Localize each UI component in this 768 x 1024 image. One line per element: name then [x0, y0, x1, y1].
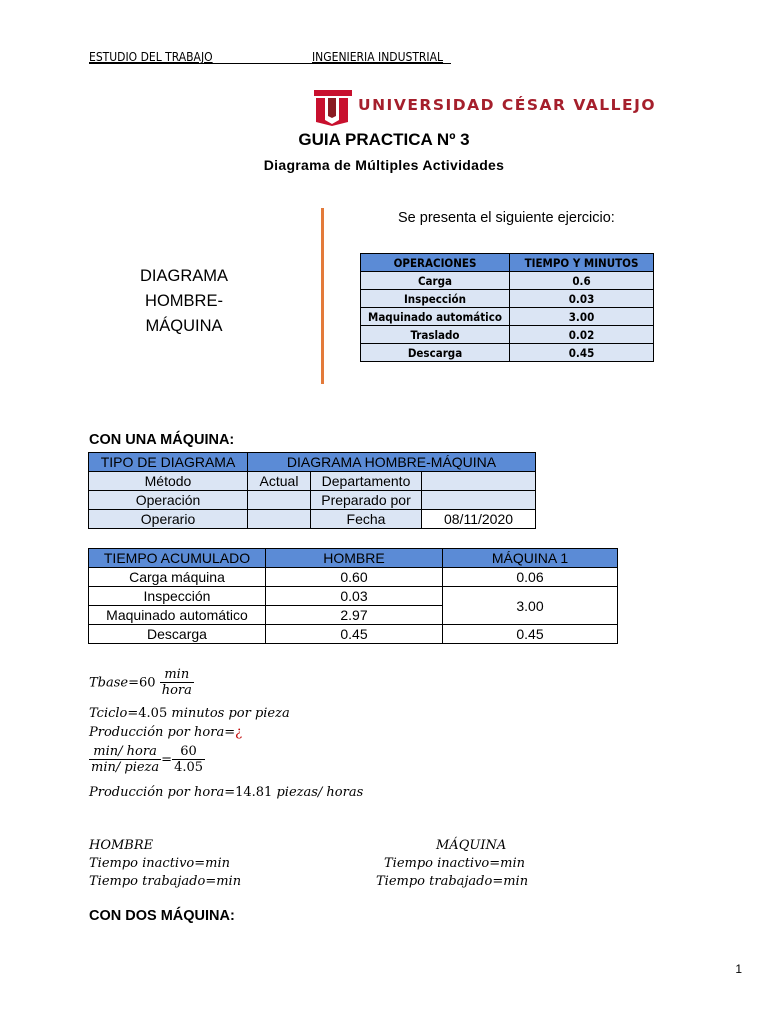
- section-heading-two-machines: CON DOS MÁQUINA:: [89, 908, 235, 924]
- formula-text: 60: [139, 675, 156, 691]
- header-underline: [89, 63, 451, 64]
- table-cell: 0.03: [266, 587, 443, 606]
- formula-text: Tiempo trabajado: [376, 874, 493, 889]
- table-cell: 0.03: [510, 290, 654, 308]
- formula-production-result: Producción por hora=14.81 piezas/ horas: [89, 785, 364, 800]
- table-row: [89, 568, 618, 587]
- table-row: [89, 587, 618, 606]
- table-cell: Fecha: [311, 510, 422, 529]
- table-cell: 0.02: [510, 326, 654, 344]
- formula-text: 4.05: [138, 706, 168, 721]
- table-cell: 3.00: [510, 308, 654, 326]
- formula-text: Tiempo trabajado: [89, 874, 206, 889]
- table-cell: DIAGRAMA HOMBRE-MÁQUINA: [248, 453, 536, 472]
- page-title: GUIA PRACTICA Nº 3: [298, 130, 470, 149]
- side-title-line: MÁQUINA: [145, 317, 223, 335]
- table-cell: TIPO DE DIAGRAMA: [89, 453, 248, 472]
- diagram-info-table: [88, 452, 536, 529]
- table-cell: Operación: [89, 491, 248, 510]
- fraction-denominator: hora: [161, 683, 192, 698]
- table-header: TIEMPO Y MINUTOS: [510, 254, 654, 272]
- table-row: [361, 344, 654, 362]
- table-header: TIEMPO ACUMULADO: [89, 549, 266, 568]
- table-cell: Departamento: [311, 472, 422, 491]
- formula-tciclo: Tciclo=4.05 minutos por pieza: [89, 706, 290, 721]
- formula-text: piezas/ horas: [276, 785, 364, 800]
- table-cell: [422, 472, 536, 491]
- table-cell: Inspección: [361, 290, 510, 308]
- maquina-idle: Tiempo inactivo=min: [384, 856, 526, 871]
- formula-text: min: [503, 874, 529, 889]
- header-course: ESTUDIO DEL TRABAJO: [89, 50, 213, 64]
- table-cell: Actual: [248, 472, 311, 491]
- table-header: MÁQUINA 1: [443, 549, 618, 568]
- hombre-label: HOMBRE: [89, 838, 154, 853]
- table-row: [89, 510, 536, 529]
- table-cell: Método: [89, 472, 248, 491]
- intro-text: Se presenta el siguiente ejercicio:: [398, 210, 615, 226]
- table-row: [361, 308, 654, 326]
- table-cell: [422, 491, 536, 510]
- table-row: [89, 625, 618, 644]
- formula-text: Producción por hora: [89, 785, 225, 800]
- formula-text: min: [205, 856, 231, 871]
- section-heading-one-machine: CON UNA MÁQUINA:: [89, 432, 235, 448]
- formula-text: Producción por hora: [89, 725, 225, 740]
- table-cell: Carga máquina: [89, 568, 266, 587]
- formula-text: 14.81: [235, 785, 273, 800]
- table-cell: 08/11/2020: [422, 510, 536, 529]
- formula-red-mark: ¿: [235, 725, 243, 740]
- table-cell: 0.60: [266, 568, 443, 587]
- table-cell: 0.45: [510, 344, 654, 362]
- table-cell: 0.06: [443, 568, 618, 587]
- table-cell: Maquinado automático: [89, 606, 266, 625]
- table-cell: [248, 510, 311, 529]
- side-title: [100, 264, 268, 339]
- fraction-numerator: 60: [172, 744, 205, 760]
- formula-text: min: [500, 856, 526, 871]
- table-row: [361, 326, 654, 344]
- hombre-idle: Tiempo inactivo=min: [89, 856, 231, 871]
- side-title-line: HOMBRE-: [145, 292, 223, 310]
- table-header: OPERACIONES: [361, 254, 510, 272]
- header-career: INGENIERIA INDUSTRIAL: [312, 50, 444, 64]
- maquina-worked: Tiempo trabajado=min: [376, 874, 529, 889]
- table-cell: [248, 491, 311, 510]
- fraction-numerator: min: [160, 667, 194, 683]
- table-cell: Descarga: [361, 344, 510, 362]
- table-header-row: [89, 549, 618, 568]
- formula-text: min: [216, 874, 242, 889]
- formula-tbase: Tbase=60 $\frac{\min}{\text{hora}}$: [89, 667, 192, 698]
- table-cell: Preparado por: [311, 491, 422, 510]
- maquina-label: MÁQUINA: [436, 838, 507, 853]
- table-header: HOMBRE: [266, 549, 443, 568]
- fraction: [172, 744, 205, 776]
- fraction-denominator: min/ pieza: [91, 760, 160, 775]
- table-cell: Maquinado automático: [361, 308, 510, 326]
- table-cell: 0.6: [510, 272, 654, 290]
- table-cell: 0.45: [266, 625, 443, 644]
- accumulated-time-table: [88, 548, 618, 644]
- table-row: [361, 272, 654, 290]
- fraction: [160, 667, 194, 699]
- table-cell: 0.45: [443, 625, 618, 644]
- fraction-numerator: min/ hora: [89, 744, 161, 760]
- table-row: [89, 491, 536, 510]
- formula-text: Tiempo inactivo: [384, 856, 490, 871]
- table-row: [89, 453, 536, 472]
- table-cell: 2.97: [266, 606, 443, 625]
- table-cell: 3.00: [443, 587, 618, 625]
- formula-production-question: Producción por hora=¿: [89, 725, 243, 740]
- fraction: [89, 744, 161, 776]
- orange-divider: [321, 208, 324, 384]
- table-cell: Descarga: [89, 625, 266, 644]
- formula-text: minutos por pieza: [171, 706, 290, 721]
- side-title-line: DIAGRAMA: [139, 267, 228, 285]
- fraction-denominator: 4.05: [174, 760, 204, 775]
- table-cell: Operario: [89, 510, 248, 529]
- table-cell: Carga: [361, 272, 510, 290]
- hombre-worked: Tiempo trabajado=min: [89, 874, 242, 889]
- formula-text: Tbase: [89, 675, 129, 691]
- operations-table: [360, 253, 654, 362]
- table-row: [361, 290, 654, 308]
- formula-text: Tiempo inactivo: [89, 856, 195, 871]
- table-row: [89, 472, 536, 491]
- table-cell: Traslado: [361, 326, 510, 344]
- formula-ratio: $\frac{\text{min/ hora}}{\text{min/ pieza}}$ = $\frac{60}{4.05}$: [91, 744, 204, 775]
- table-cell: Inspección: [89, 587, 266, 606]
- university-name: UNIVERSIDAD CÉSAR VALLEJO: [358, 96, 657, 114]
- page-subtitle: Diagrama de Múltiples Actividades: [263, 157, 505, 173]
- table-header-row: [361, 254, 654, 272]
- formula-text: Tciclo: [89, 706, 128, 721]
- page-number: 1: [735, 962, 742, 976]
